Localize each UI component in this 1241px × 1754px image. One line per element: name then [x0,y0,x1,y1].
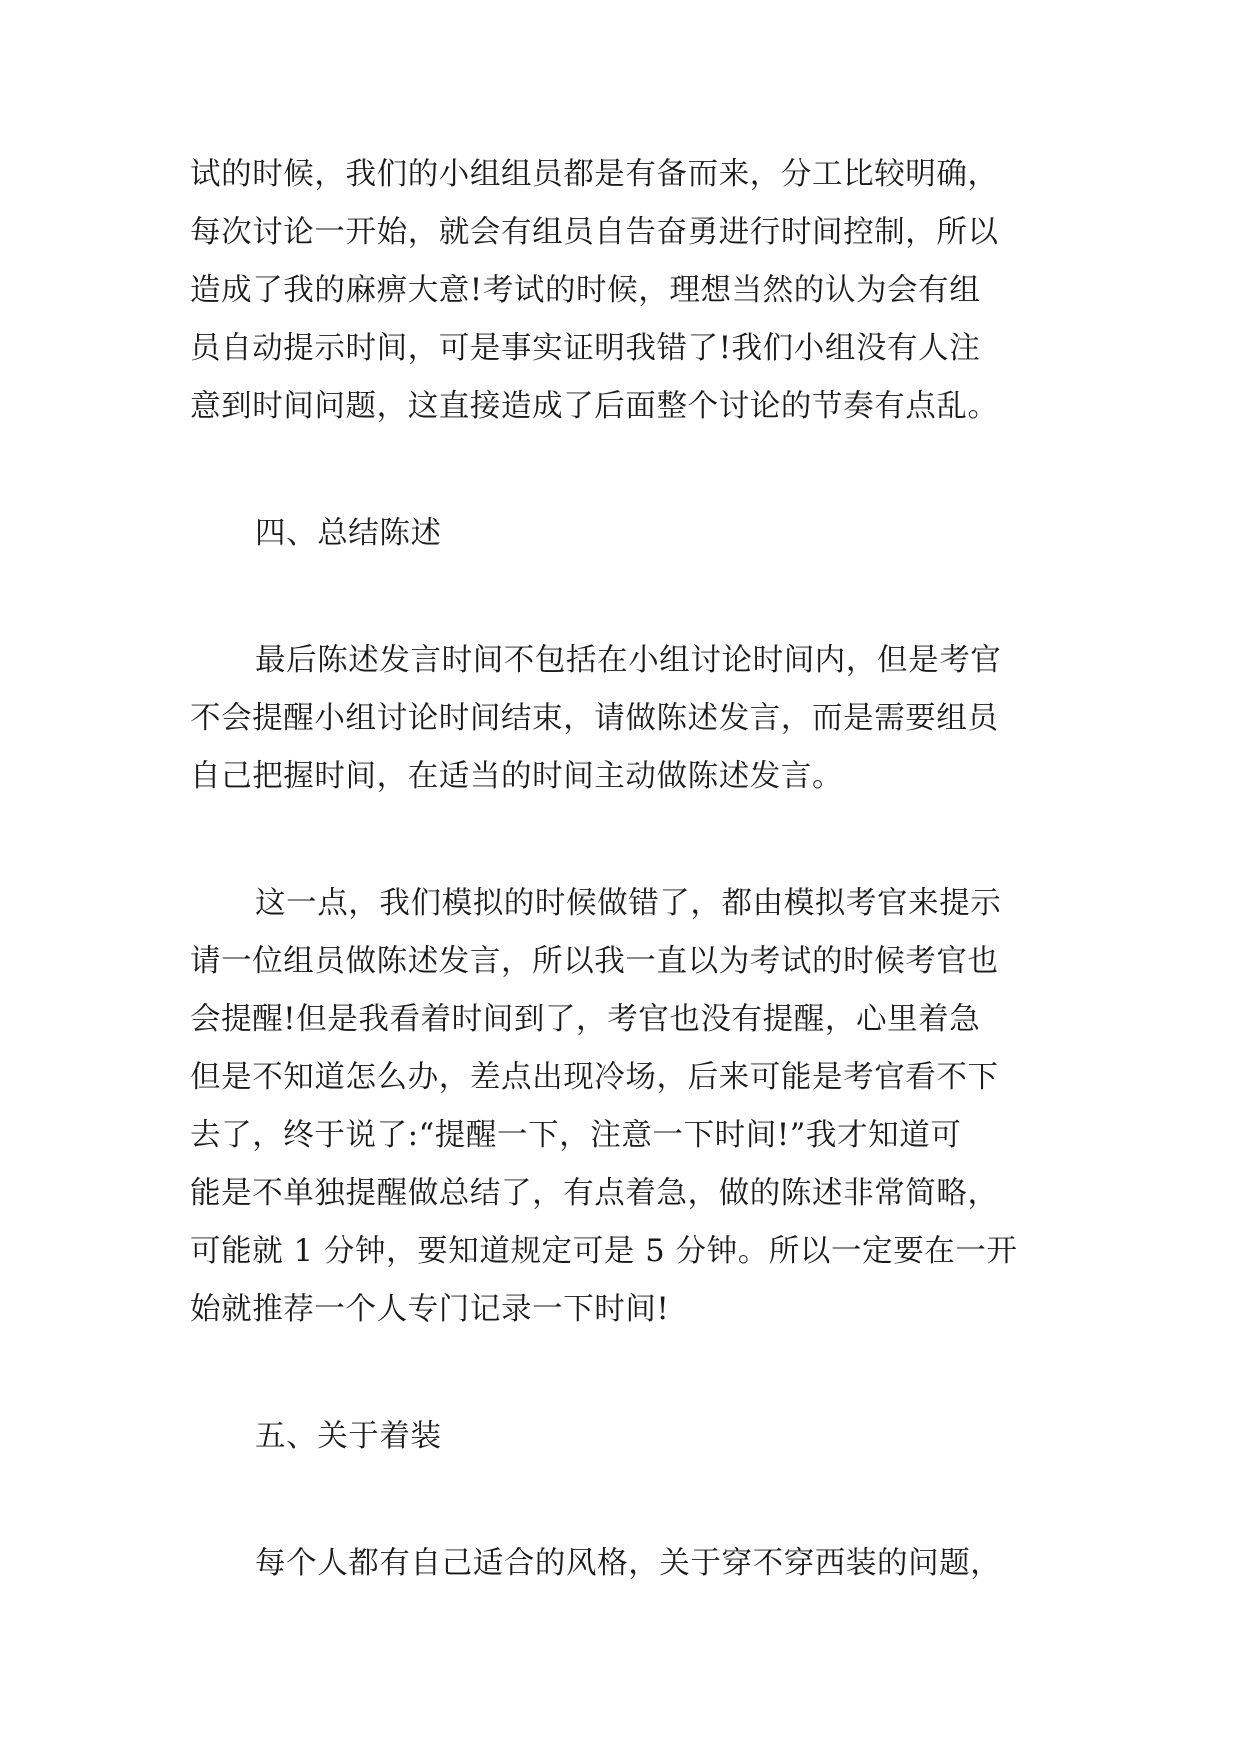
paragraph-3-line-7: 可能就 1 分钟，要知道规定可是 5 分钟。所以一定要在一开 [190,1234,1018,1269]
paragraph-3-line-4: 但是不知道怎么办，差点出现冷场，后来可能是考官看不下 [190,1060,999,1095]
paragraph-4-line-1: 每个人都有自己适合的风格，关于穿不穿西装的问题， [255,1546,1002,1581]
paragraph-3-line-3: 会提醒!但是我看着时间到了，考官也没有提醒，心里着急 [190,1002,981,1037]
paragraph-1-line-3: 造成了我的麻痹大意!考试的时候，理想当然的认为会有组 [190,273,981,308]
paragraph-1-line-5: 意到时间问题，这直接造成了后面整个讨论的节奏有点乱。 [190,389,999,424]
paragraph-2-line-1: 最后陈述发言时间不包括在小组讨论时间内，但是考官 [255,643,1002,678]
paragraph-3-line-5: 去了，终于说了:“提醒一下，注意一下时间!”我才知道可 [190,1118,962,1153]
paragraph-1-line-1: 试的时候，我们的小组组员都是有备而来，分工比较明确， [190,157,999,192]
paragraph-3-line-2: 请一位组员做陈述发言，所以我一直以为考试的时候考官也 [190,944,999,979]
paragraph-1-line-4: 员自动提示时间，可是事实证明我错了!我们小组没有人注 [190,331,981,366]
paragraph-2-line-2: 不会提醒小组讨论时间结束，请做陈述发言，而是需要组员 [190,701,999,736]
paragraph-3-line-6: 能是不单独提醒做总结了，有点着急，做的陈述非常简略， [190,1176,999,1211]
paragraph-3-line-1: 这一点，我们模拟的时候做错了，都由模拟考官来提示 [255,886,1002,921]
paragraph-3-line-8: 始就推荐一个人专门记录一下时间! [190,1292,670,1327]
paragraph-2-line-3: 自己把握时间，在适当的时间主动做陈述发言。 [190,759,844,794]
section-heading-4: 四、总结陈述 [255,516,442,551]
paragraph-1-line-2: 每次讨论一开始，就会有组员自告奋勇进行时间控制，所以 [190,215,999,250]
section-heading-5: 五、关于着装 [255,1419,442,1454]
